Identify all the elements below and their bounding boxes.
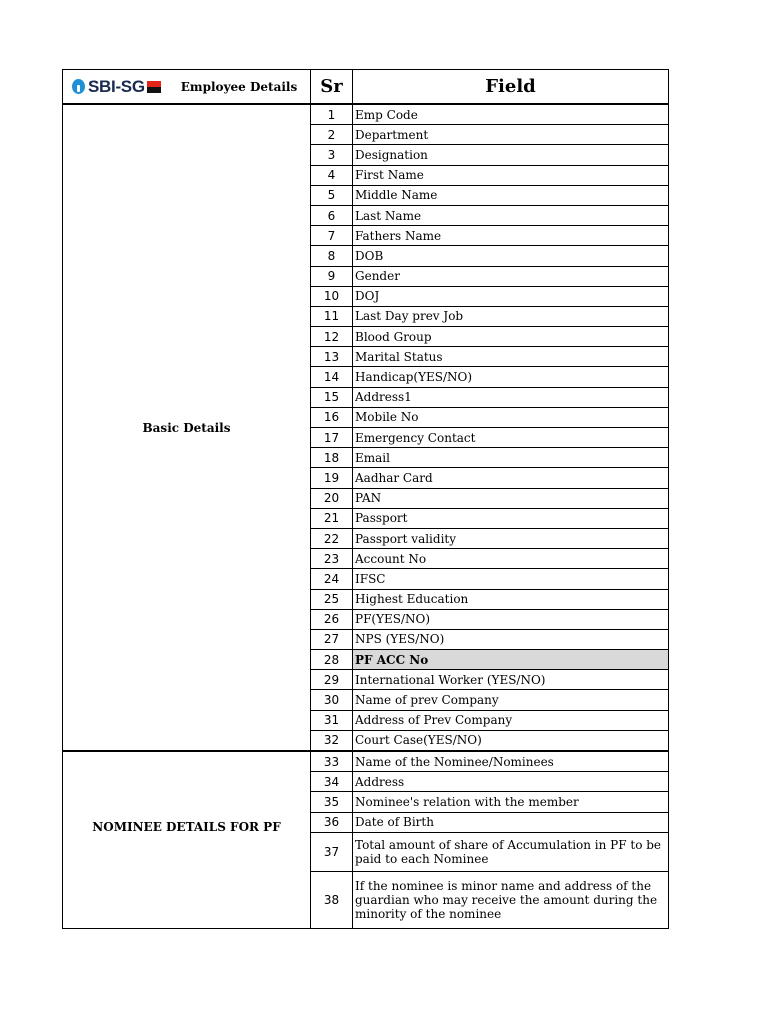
field-cell: Address of Prev Company <box>353 710 669 730</box>
field-cell: Designation <box>353 145 669 165</box>
field-cell: Nominee's relation with the member <box>353 792 669 812</box>
section-label: NOMINEE DETAILS FOR PF <box>63 751 311 928</box>
sr-cell: 6 <box>311 205 353 225</box>
sr-cell: 3 <box>311 145 353 165</box>
sr-cell: 25 <box>311 589 353 609</box>
field-cell: Name of the Nominee/Nominees <box>353 751 669 772</box>
sr-cell: 9 <box>311 266 353 286</box>
field-cell: NPS (YES/NO) <box>353 629 669 649</box>
field-cell: International Worker (YES/NO) <box>353 670 669 690</box>
field-cell: Date of Birth <box>353 812 669 832</box>
form-title: Employee Details <box>180 79 298 94</box>
sbi-sg-logo <box>72 77 161 97</box>
field-header: Field <box>353 70 669 105</box>
sr-cell: 26 <box>311 609 353 629</box>
sr-cell: 18 <box>311 448 353 468</box>
section-label: Basic Details <box>63 104 311 751</box>
field-cell: Handicap(YES/NO) <box>353 367 669 387</box>
field-cell: Middle Name <box>353 185 669 205</box>
sr-cell: 13 <box>311 347 353 367</box>
sr-cell: 24 <box>311 569 353 589</box>
sr-cell: 1 <box>311 104 353 125</box>
sr-cell: 5 <box>311 185 353 205</box>
sr-cell: 23 <box>311 549 353 569</box>
field-cell: Aadhar Card <box>353 468 669 488</box>
field-cell: Address1 <box>353 387 669 407</box>
field-cell: Court Case(YES/NO) <box>353 730 669 751</box>
field-cell: DOB <box>353 246 669 266</box>
logo-mark-icon <box>72 79 85 94</box>
field-cell: First Name <box>353 165 669 185</box>
sr-cell: 14 <box>311 367 353 387</box>
sr-cell: 12 <box>311 327 353 347</box>
sr-cell: 2 <box>311 125 353 145</box>
field-cell: Highest Education <box>353 589 669 609</box>
header-logo-cell <box>63 70 311 105</box>
field-cell: Blood Group <box>353 327 669 347</box>
field-cell: Department <box>353 125 669 145</box>
field-cell: Email <box>353 448 669 468</box>
logo-flag-icon <box>147 81 161 93</box>
employee-details-table <box>62 69 669 929</box>
sr-cell: 35 <box>311 792 353 812</box>
field-cell: Passport <box>353 508 669 528</box>
field-cell: PF(YES/NO) <box>353 609 669 629</box>
sr-cell: 33 <box>311 751 353 772</box>
field-cell: DOJ <box>353 286 669 306</box>
sr-cell: 15 <box>311 387 353 407</box>
sr-cell: 21 <box>311 508 353 528</box>
sr-cell: 4 <box>311 165 353 185</box>
header-row <box>63 70 669 105</box>
sr-cell: 16 <box>311 407 353 427</box>
sr-cell: 22 <box>311 528 353 548</box>
field-cell: Emergency Contact <box>353 428 669 448</box>
field-cell: Gender <box>353 266 669 286</box>
sr-cell: 29 <box>311 670 353 690</box>
sr-cell: 38 <box>311 871 353 928</box>
sr-cell: 20 <box>311 488 353 508</box>
field-cell: If the nominee is minor name and address of the guardian who may receive the amount during the minority of the nominee <box>353 871 669 928</box>
field-cell: Last Day prev Job <box>353 306 669 326</box>
sr-header: Sr <box>311 70 353 105</box>
sr-cell: 34 <box>311 772 353 792</box>
field-cell: Account No <box>353 549 669 569</box>
field-cell: Name of prev Company <box>353 690 669 710</box>
field-cell: IFSC <box>353 569 669 589</box>
field-cell: Total amount of share of Accumulation in PF to be paid to each Nominee <box>353 832 669 871</box>
field-cell: Last Name <box>353 205 669 225</box>
field-cell: Passport validity <box>353 528 669 548</box>
sr-cell: 28 <box>311 650 353 670</box>
table-row <box>63 751 669 772</box>
field-cell: Fathers Name <box>353 226 669 246</box>
sr-cell: 17 <box>311 428 353 448</box>
sr-cell: 32 <box>311 730 353 751</box>
sr-cell: 10 <box>311 286 353 306</box>
sr-cell: 27 <box>311 629 353 649</box>
sr-cell: 7 <box>311 226 353 246</box>
field-cell: PAN <box>353 488 669 508</box>
sr-cell: 8 <box>311 246 353 266</box>
sr-cell: 19 <box>311 468 353 488</box>
table-row <box>63 104 669 125</box>
field-cell: Emp Code <box>353 104 669 125</box>
sr-cell: 30 <box>311 690 353 710</box>
sr-cell: 36 <box>311 812 353 832</box>
field-cell: Address <box>353 772 669 792</box>
logo-text: SBI-SG <box>88 76 145 96</box>
sr-cell: 11 <box>311 306 353 326</box>
sr-cell: 31 <box>311 710 353 730</box>
field-cell: PF ACC No <box>353 650 669 670</box>
field-cell: Marital Status <box>353 347 669 367</box>
sr-cell: 37 <box>311 832 353 871</box>
field-cell: Mobile No <box>353 407 669 427</box>
